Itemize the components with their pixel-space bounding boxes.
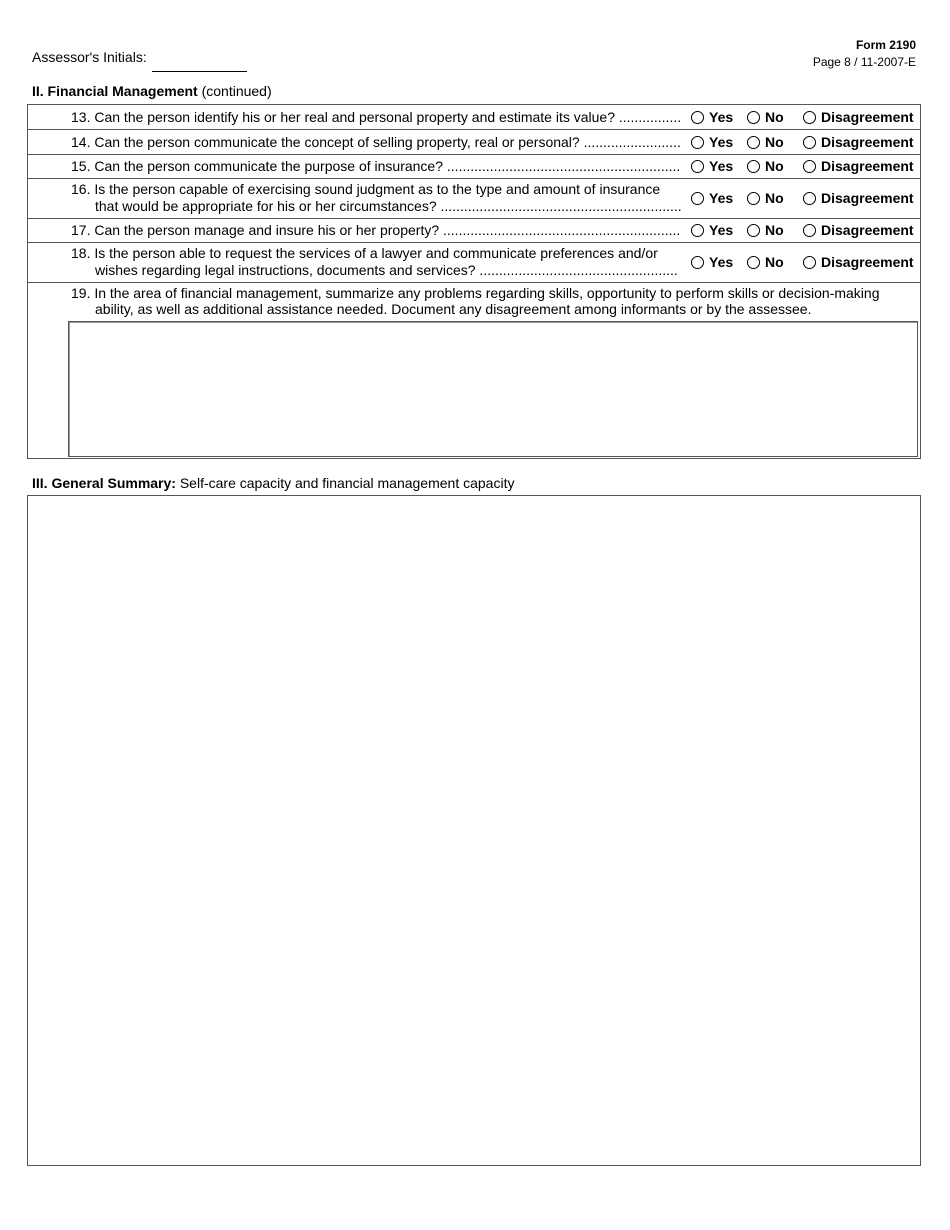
radio-circle-icon bbox=[803, 111, 816, 124]
form-number: Form 2190 bbox=[855, 38, 916, 52]
disagreement-radio-13[interactable]: Disagreement bbox=[803, 109, 914, 125]
question-text-16: 16. Is the person capable of exercising sound judgment as to the type and amount of insurance that would be appropriate for his or her circumstances? .............................................................. bbox=[71, 181, 682, 214]
no-radio-17[interactable]: No bbox=[747, 222, 784, 238]
radio-circle-icon bbox=[747, 192, 760, 205]
assessor-initials-field[interactable] bbox=[152, 71, 247, 72]
question-row-16 bbox=[28, 179, 920, 219]
section-3-heading bbox=[32, 475, 514, 491]
question-text-14: 14. Can the person communicate the concept of selling property, real or personal? ......................... bbox=[71, 134, 681, 150]
radio-circle-icon bbox=[803, 224, 816, 237]
question-row-17 bbox=[28, 219, 920, 243]
question-text-15: 15. Can the person communicate the purpose of insurance? ............................................................ bbox=[71, 158, 681, 174]
radio-circle-icon bbox=[747, 160, 760, 173]
yes-radio-18[interactable]: Yes bbox=[691, 254, 733, 270]
section-2-suffix: (continued) bbox=[201, 83, 272, 99]
question-text-18: 18. Is the person able to request the services of a lawyer and communicate preferences and/or wishes regarding legal instructions, documents and services? ................................................... bbox=[71, 245, 678, 278]
answer-options-14 bbox=[690, 134, 920, 151]
radio-circle-icon bbox=[803, 136, 816, 149]
radio-circle-icon bbox=[803, 192, 816, 205]
yes-radio-17[interactable]: Yes bbox=[691, 222, 733, 238]
radio-circle-icon bbox=[691, 256, 704, 269]
question-text-13: 13. Can the person identify his or her real and personal property and estimate its value? ................ bbox=[71, 109, 682, 125]
answer-options-13 bbox=[690, 109, 920, 126]
section-2-title: II. Financial Management bbox=[32, 83, 198, 99]
radio-circle-icon bbox=[691, 136, 704, 149]
radio-circle-icon bbox=[691, 160, 704, 173]
yes-radio-16[interactable]: Yes bbox=[691, 190, 733, 206]
assessor-initials-label: Assessor's Initials: bbox=[32, 49, 147, 65]
no-radio-14[interactable]: No bbox=[747, 134, 784, 150]
page-info: Page 8 / 11-2007-E bbox=[812, 55, 916, 69]
yes-radio-14[interactable]: Yes bbox=[691, 134, 733, 150]
answer-options-15 bbox=[690, 158, 920, 175]
yes-radio-15[interactable]: Yes bbox=[691, 158, 733, 174]
financial-summary-textarea[interactable] bbox=[68, 321, 918, 457]
no-radio-18[interactable]: No bbox=[747, 254, 784, 270]
radio-circle-icon bbox=[691, 224, 704, 237]
radio-circle-icon bbox=[747, 136, 760, 149]
section-3-title: III. General Summary: bbox=[32, 475, 176, 491]
question-text-19: 19. In the area of financial management, summarize any problems regarding skills, opportunity to perform skills or decision-making ability, as well as additional assistance needed. Document any disagreement among informants or by the assessee. bbox=[71, 285, 880, 317]
disagreement-radio-18[interactable]: Disagreement bbox=[803, 254, 914, 270]
question-row-18 bbox=[28, 243, 920, 283]
radio-circle-icon bbox=[691, 192, 704, 205]
radio-circle-icon bbox=[691, 111, 704, 124]
no-radio-13[interactable]: No bbox=[747, 109, 784, 125]
question-row-15 bbox=[28, 155, 920, 179]
no-radio-16[interactable]: No bbox=[747, 190, 784, 206]
radio-circle-icon bbox=[803, 256, 816, 269]
radio-circle-icon bbox=[747, 256, 760, 269]
general-summary-textarea[interactable] bbox=[27, 495, 921, 1166]
disagreement-radio-14[interactable]: Disagreement bbox=[803, 134, 914, 150]
question-row-13 bbox=[28, 105, 920, 130]
question-row-14 bbox=[28, 130, 920, 155]
radio-circle-icon bbox=[747, 111, 760, 124]
radio-circle-icon bbox=[747, 224, 760, 237]
disagreement-radio-17[interactable]: Disagreement bbox=[803, 222, 914, 238]
radio-circle-icon bbox=[803, 160, 816, 173]
yes-radio-13[interactable]: Yes bbox=[691, 109, 733, 125]
answer-options-18 bbox=[690, 254, 920, 271]
answer-options-17 bbox=[690, 222, 920, 239]
disagreement-radio-15[interactable]: Disagreement bbox=[803, 158, 914, 174]
answer-options-16 bbox=[690, 190, 920, 207]
section-2-heading bbox=[32, 83, 272, 99]
question-text-17: 17. Can the person manage and insure his or her property? ............................................................. bbox=[71, 222, 681, 238]
section-3-suffix: Self-care capacity and financial management capacity bbox=[179, 475, 515, 491]
no-radio-15[interactable]: No bbox=[747, 158, 784, 174]
disagreement-radio-16[interactable]: Disagreement bbox=[803, 190, 914, 206]
financial-management-questions bbox=[27, 104, 921, 459]
